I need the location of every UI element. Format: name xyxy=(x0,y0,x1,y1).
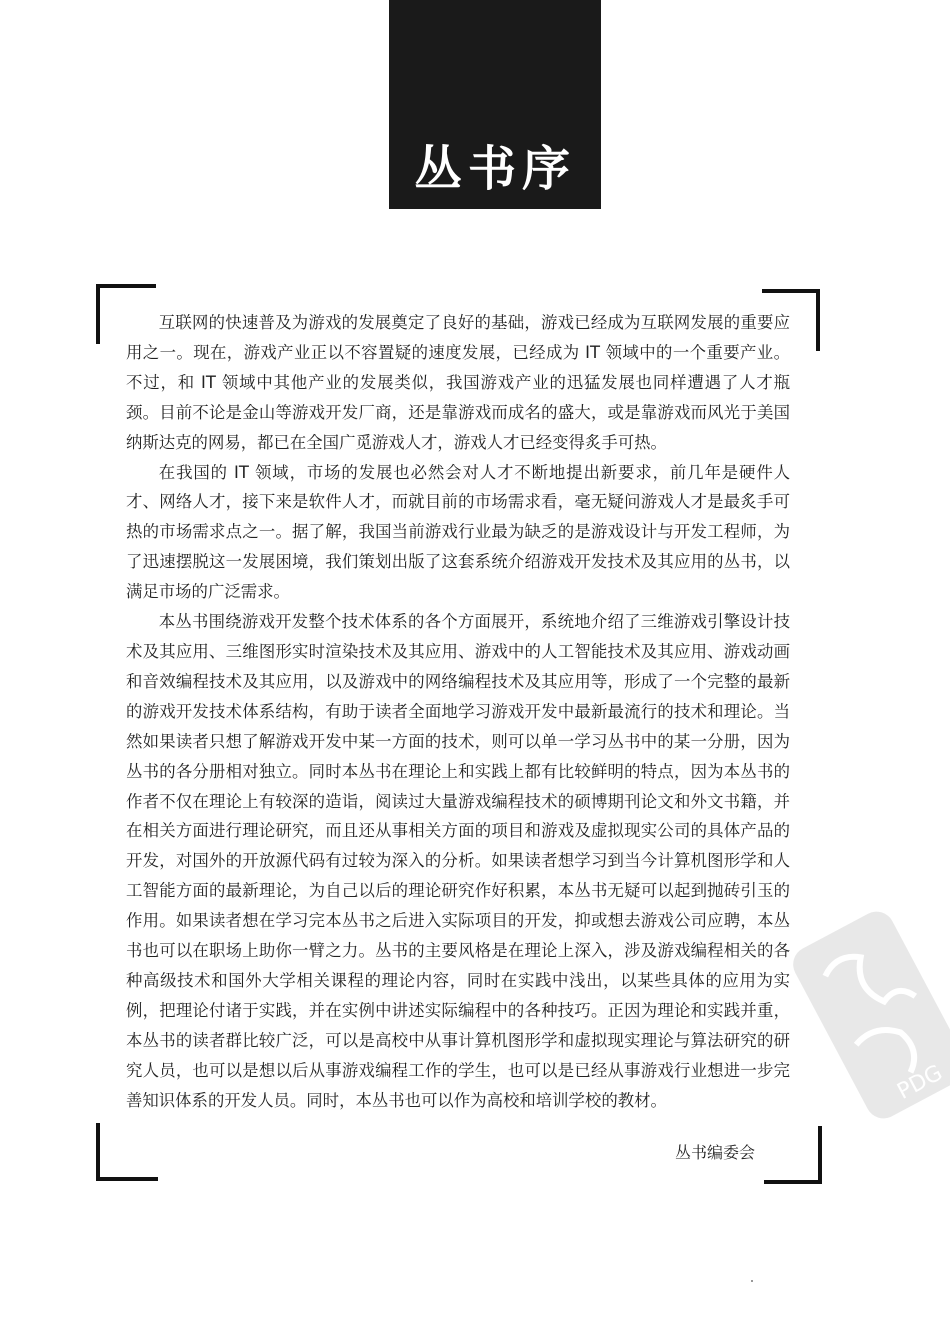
paragraph-2: 在我国的 IT 领域，市场的发展也必然会对人才不断地提出新要求，前几年是硬件人才、网络人才，接下来是软件人才，而就目前的市场需求看，毫无疑问游戏人才是最炙手可热的市场需求点之一。据了解，我国当前游戏行业最为缺乏的是游戏设计与开发工程师，为了迅速摆脱这一发展困境，我们策划出版了这套系统介绍游戏开发技术及其应用的丛书，以满足市场的广泛需求。 xyxy=(126,462,790,602)
corner-bracket-bottom-left xyxy=(96,1123,158,1181)
paragraph-3: 本丛书围绕游戏开发整个技术体系的各个方面展开，系统地介绍了三维游戏引擎设计技术及其应用、三维图形实时渲染技术及其应用、游戏中的人工智能技术及其应用、游戏动画和音效编程技术及其应用，以及游戏中的网络编程技术及其应用等，形成了一个完整的最新的游戏开发技术体系结构，有助于读者全面地学习游戏开发中最新最流行的技术和理论。当然如果读者只想了解游戏开发中某一方面的技术，则可以单一学习丛书中的某一分册，因为丛书的各分册相对独立。同时本丛书在理论上和实践上都有比较鲜明的特点，因为本丛书的作者不仅在理论上有较深的造诣，阅读过大量游戏编程技术的硕博期刊论文和外文书籍，并在相关方面进行理论研究，而且还从事相关方面的项目和游戏及虚拟现实公司的具体产品的开发，对国外的开放源代码有过较为深入的分析。如果读者想学习到当今计算机图形学和人工智能方面的最新理论，为自己以后的理论研究作好积累，本丛书无疑可以起到抛砖引玉的作用。如果读者想在学习完本丛书之后进入实际项目的开发，抑或想去游戏公司应聘，本丛书也可以在职场上助你一臂之力。丛书的主要风格是在理论上深入，涉及游戏编程相关的各种高级技术和国外大学相关课程的理论内容，同时在实践中浅出，以某些具体的应用为实例，把理论付诸于实践，并在实例中讲述实际编程中的各种技巧。正因为理论和实践并重，本丛书的读者群比较广泛，可以是高校中从事计算机图形学和虚拟现实理论与算法研究的研究人员，也可以是想以后从事游戏编程工作的学生，也可以是已经从事游戏行业想进一步完善知识体系的开发人员。同时，本丛书也可以作为高校和培训学校的教材。 xyxy=(126,612,790,1110)
watermark-text: PDG xyxy=(893,1060,947,1105)
page-mark xyxy=(751,1280,753,1282)
watermark-seal xyxy=(790,900,950,1130)
preface-body xyxy=(126,308,790,1115)
corner-bracket-bottom-right xyxy=(764,1126,822,1184)
page-title: 丛书序 xyxy=(413,141,576,197)
signature: 丛书编委会 xyxy=(674,1143,755,1162)
title-block xyxy=(389,0,601,209)
paragraph-1: 互联网的快速普及为游戏的发展奠定了良好的基础，游戏已经成为互联网发展的重要应用之一。现在，游戏产业正以不容置疑的速度发展，已经成为 IT 领域中的一个重要产业。不过，和 IT 领域中其他产业的发展类似，我国游戏产业的迅猛发展也同样遭遇了人才瓶颈。目前不论是金山等游戏开发厂商，还是靠游戏而成名的盛大，或是靠游戏而风光于美国纳斯达克的网易，都已在全国广觅游戏人才，游戏人才已经变得炙手可热。 xyxy=(126,313,790,452)
